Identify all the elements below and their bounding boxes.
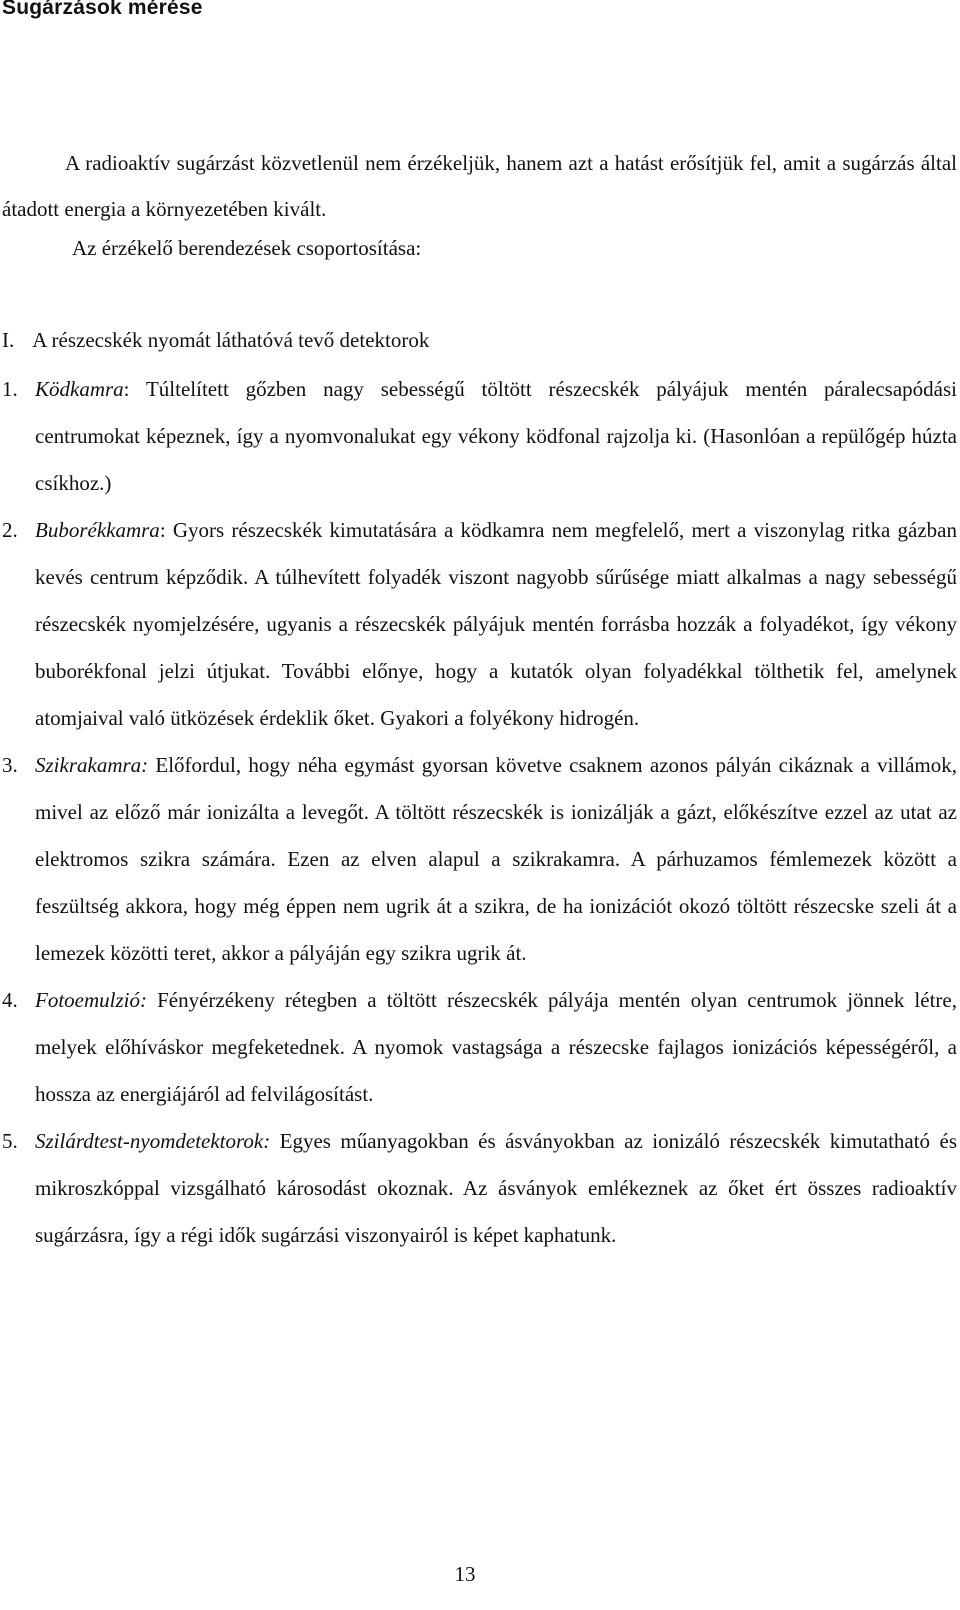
item-term: Fotoemulzió: (35, 988, 147, 1012)
item-text: Egyes műanyagokban és ásványokban az ionizáló részecskék kimutatható és mikroszkóppal vizsgálható károsodást okoznak. Az ásványok emlékeznek az őket ért összes radioaktív sugárzásra, így a régi idők sugárzási viszonyairól is képet kaphatunk. (35, 1129, 957, 1247)
item-text: Előfordul, hogy néha egymást gyorsan követve csaknem azonos pályán cikáznak a villámok, mivel az előző már ionizálta a levegőt. A töltött részecskék is ionizálják a gázt, előkészítve ezzel az utat az elektromos szikra számára. Ezen az elven alapul a szikrakamra. A párhuzamos fémlemezek között a feszültség akkora, hogy még éppen nem ugrik át a szikra, de ha ionizációt okozó töltött részecske szeli át a lemezek közötti teret, akkor a pályáján egy szikra ugrik át. (35, 753, 957, 965)
list-item-fotoemulzio (0, 977, 957, 1118)
list-item-szilardtest (0, 1118, 957, 1259)
item-term: Ködkamra (35, 377, 124, 401)
page-number: 13 (454, 1562, 476, 1586)
section-heading (2, 324, 429, 356)
item-term: Buborékkamra (35, 518, 160, 542)
item-number: 5. (2, 1129, 18, 1153)
list-item-kodkamra (0, 366, 957, 507)
grouping-label: Az érzékelő berendezések csoportosítása: (72, 236, 422, 260)
item-text: Gyors részecskék kimutatására a ködkamra nem megfelelő, mert a viszonylag ritka gázban kevés centrum képződik. A túlhevített folyadék viszont nagyobb sűrűsége miatt alkalmas a nagy sebességű részecskék nyomjelzésére, ugyanis a részecskék pályájuk mentén forrásba hozzák a folyadékot, így vékony buborékfonal jelzi útjukat. További előnye, hogy a kutatók olyan folyadékkal tölthetik fel, amelynek atomjaival való ütközések érdeklik őket. Gyakori a folyékony hidrogén. (35, 518, 957, 730)
item-number: 3. (2, 753, 18, 777)
item-term: Szilárdtest-nyomdetektorok: (35, 1129, 271, 1153)
section-heading-text: A részecskék nyomát láthatóvá tevő detektorok (32, 328, 430, 352)
item-text: Fényérzékeny rétegben a töltött részecskék pályája mentén olyan centrumok jönnek létre, melyek előhíváskor megfeketednek. A nyomok vastagsága a részecske fajlagos ionizációs képességéről, a hossza az energiájáról ad felvilágosítást. (35, 988, 957, 1106)
item-number: 2. (2, 518, 18, 542)
item-separator: : (159, 518, 166, 542)
item-text: Túltelített gőzben nagy sebességű töltött részecskék pályájuk mentén páralecsapódási centrumokat képeznek, így a nyomvonalukat egy vékony ködfonal rajzolja ki. (Hasonlóan a repülőgép húzta csíkhoz.) (35, 377, 957, 495)
item-separator: : (123, 377, 130, 401)
detector-list (0, 366, 960, 1259)
list-item-buborekkamra (0, 507, 957, 742)
intro-paragraph: A radioaktív sugárzást közvetlenül nem érzékeljük, hanem azt a hatást erősítjük fel, amit a sugárzás által átadott energia a környezetében kivált. (2, 151, 957, 221)
item-term: Szikrakamra: (35, 753, 149, 777)
item-number: 4. (2, 988, 18, 1012)
page-title: Sugárzások mérése (2, 0, 203, 19)
list-item-szikrakamra (0, 742, 957, 977)
item-number: 1. (2, 377, 18, 401)
section-label: I. (2, 328, 15, 352)
